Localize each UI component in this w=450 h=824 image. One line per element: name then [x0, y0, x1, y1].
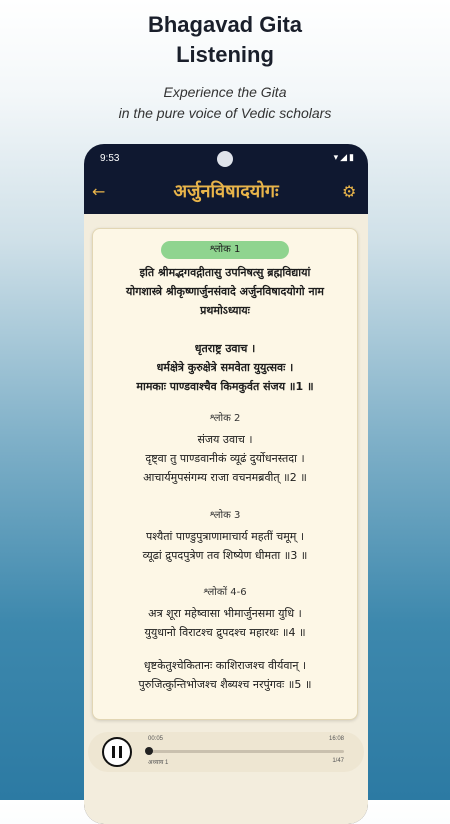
total-time: 16:08: [328, 736, 344, 742]
promo-title-line1: Bhagavad Gita: [147, 12, 303, 37]
elapsed-time: 00:05: [148, 736, 164, 742]
verse-3-line: व्यूढां द्रुपदपुत्रेण तव शिष्येण धीमता ॥3 ॥: [142, 549, 308, 562]
verse-2-line: संजय उवाच ।: [197, 433, 253, 446]
intro-line: इति श्रीमद्भगवद्गीतासु उपनिषत्सु ब्रह्मविद्यायां: [139, 266, 311, 279]
camera-icon: [217, 151, 233, 167]
chapter-title: अर्जुनविषादयोगः: [173, 181, 279, 202]
pause-icon: [112, 746, 115, 758]
chapter-label: अध्याय 1: [148, 760, 169, 766]
verse-1-line: धृतराष्ट्र उवाच ।: [194, 342, 256, 355]
verse-1-badge[interactable]: श्लोक 1: [161, 241, 289, 259]
reader-content[interactable]: [84, 214, 368, 824]
verse-1-line: धर्मक्षेत्रे कुरुक्षेत्रे समवेता युयुत्सवः ।: [156, 361, 294, 374]
verse-3-label[interactable]: श्लोक 3: [209, 510, 241, 521]
progress-thumb[interactable]: [145, 747, 153, 755]
back-arrow-icon[interactable]: ←: [92, 182, 106, 201]
pause-button[interactable]: [102, 737, 132, 767]
intro-line: प्रथमोऽध्यायः: [200, 304, 250, 317]
signal-battery-icon: ▾◢▮: [333, 152, 356, 162]
verse-2-label[interactable]: श्लोक 2: [209, 413, 241, 424]
status-time: 9:53: [100, 153, 120, 164]
promo-title: [0, 10, 450, 70]
verse-card: [92, 228, 358, 720]
audio-player: [88, 732, 364, 772]
verse-1-line: मामकाः पाण्डवाश्चैव किमकुर्वत संजय ॥1 ॥: [136, 380, 314, 393]
progress-slider[interactable]: [148, 750, 344, 753]
pause-icon: [119, 746, 122, 758]
phone-frame: [84, 144, 368, 824]
app-bar: [84, 172, 368, 214]
verse-3-line: पश्यैतां पाण्डुपुत्राणामाचार्य महतीं चमूम् ।: [145, 530, 305, 543]
verse-4-6-label[interactable]: श्लोकों 4-6: [203, 587, 247, 598]
verse-5-line: पुरुजित्कुन्तिभोजश्च शैब्यश्च नरपुंगवः ॥5 ॥: [138, 678, 312, 691]
settings-gear-icon[interactable]: ⚙: [342, 182, 357, 201]
promo-subtitle-line1: Experience the Gita: [163, 84, 287, 100]
intro-line: योगशास्त्रे श्रीकृष्णार्जुनसंवादे अर्जुनविषादयोगो नाम: [125, 285, 324, 298]
promo-title-line2: Listening: [176, 42, 274, 67]
verse-4-line: अत्र शूरा महेष्वासा भीमार्जुनसमा युधि ।: [148, 607, 302, 620]
verse-2-line: दृष्ट्वा तु पाण्डवानीकं व्यूढं दुर्योधनस्तदा ।: [145, 452, 305, 465]
verse-5-line: धृष्टकेतुश्चेकितानः काशिराजश्च वीर्यवान् ।: [143, 659, 307, 672]
track-counter: 1/47: [332, 758, 344, 764]
verse-4-line: युयुधानो विराटश्च द्रुपदश्च महारथः ॥4 ॥: [144, 626, 306, 639]
promo-subtitle: [0, 82, 450, 124]
status-bar: [84, 144, 368, 172]
promo-subtitle-line2: in the pure voice of Vedic scholars: [118, 105, 332, 121]
verse-2-line: आचार्यमुपसंगम्य राजा वचनमब्रवीत् ॥2 ॥: [143, 471, 307, 484]
